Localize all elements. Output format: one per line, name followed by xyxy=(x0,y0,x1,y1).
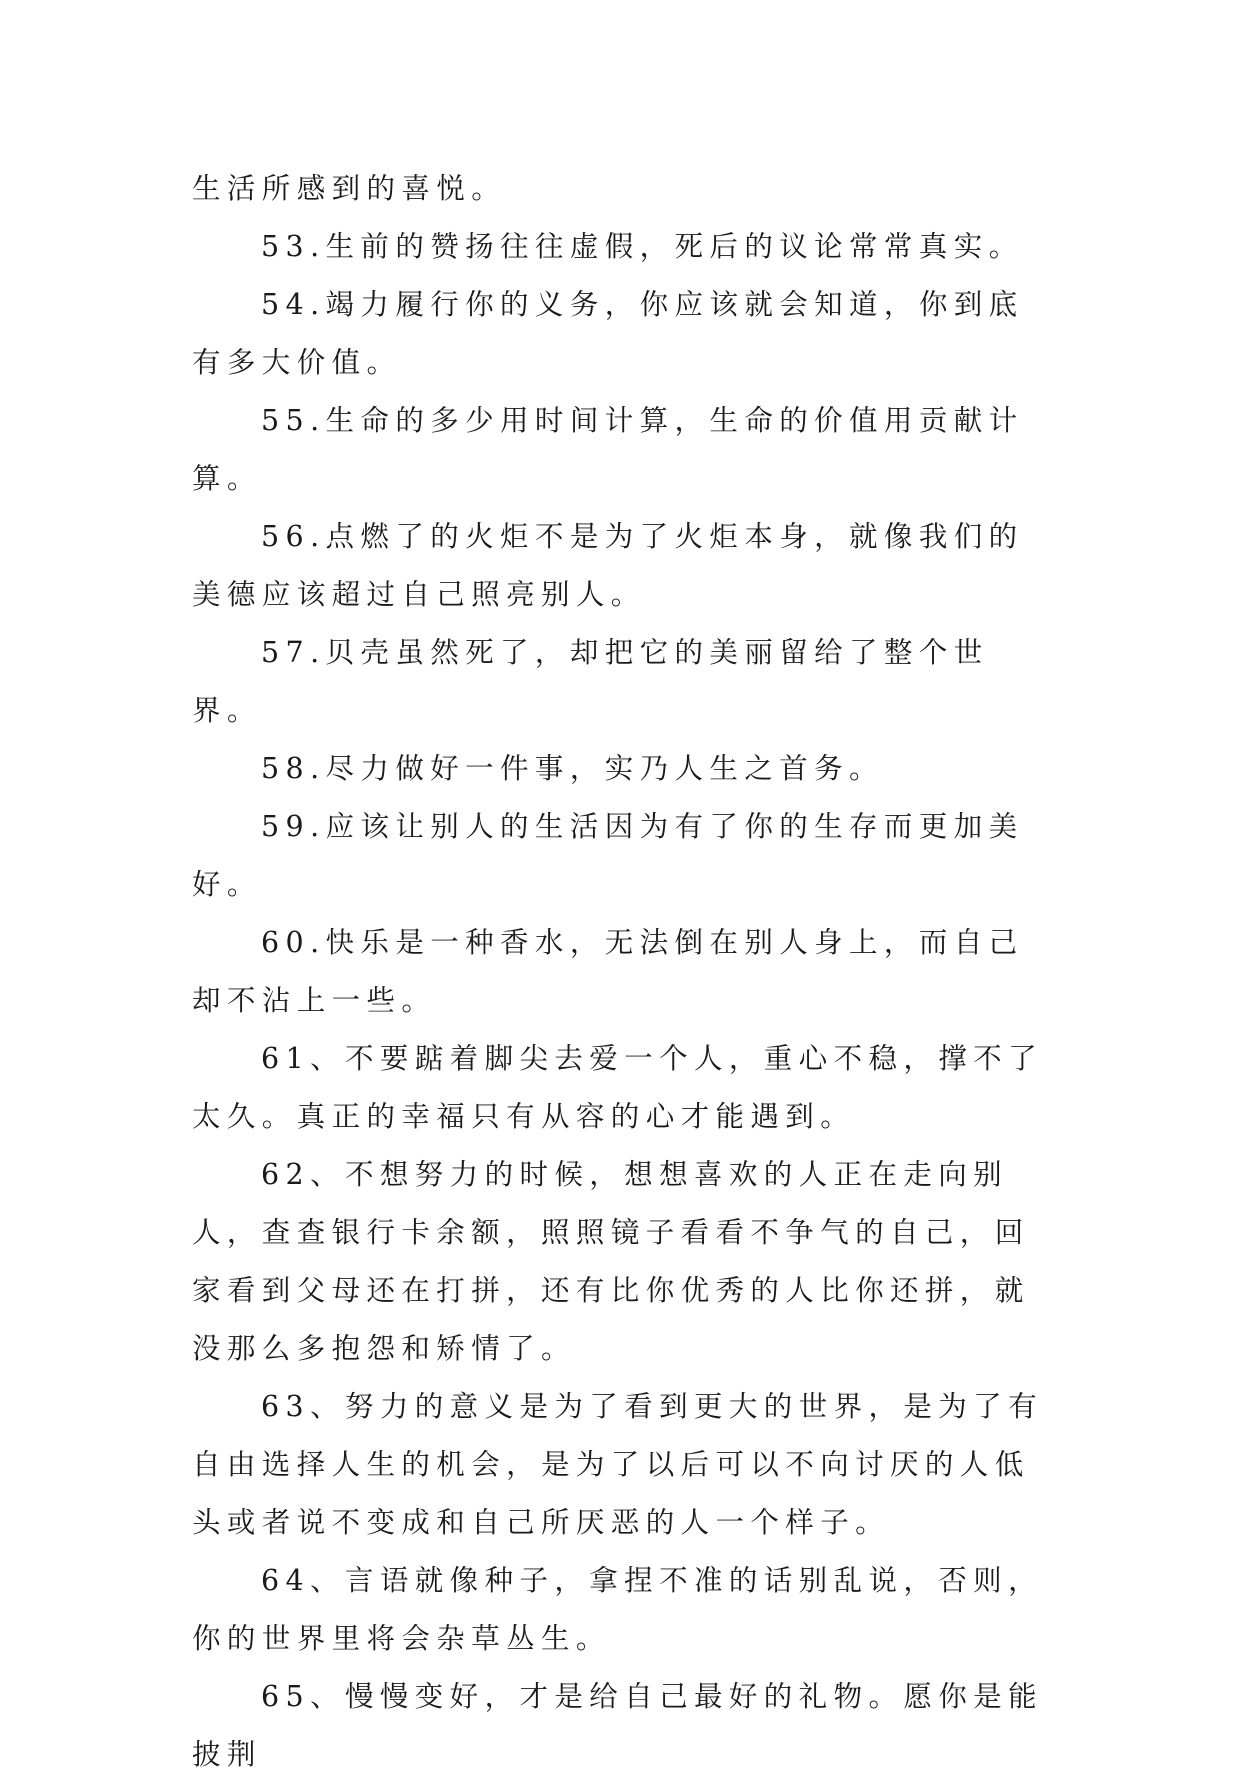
paragraph-55: 55.生命的多少用时间计算，生命的价值用贡献计算。 xyxy=(192,404,1024,495)
document-page xyxy=(192,160,1054,1784)
paragraph-continuation: 生活所感到的喜悦。 xyxy=(192,172,507,205)
paragraph-64: 64、言语就像种子，拿捏不准的话别乱说，否则，你的世界里将会杂草丛生。 xyxy=(192,1564,1043,1655)
paragraph-58: 58.尽力做好一件事，实乃人生之首务。 xyxy=(261,752,884,785)
paragraph-65: 65、慢慢变好，才是给自己最好的礼物。愿你是能披荆 xyxy=(192,1680,1043,1771)
paragraph-62: 62、不想努力的时候，想想喜欢的人正在走向别人，查查银行卡余额，照照镜子看看不争气的自己，回家看到父母还在打拼，还有比你优秀的人比你还拼，就没那么多抱怨和矫情了。 xyxy=(192,1158,1030,1365)
paragraph-61: 61、不要踮着脚尖去爱一个人，重心不稳，撑不了太久。真正的幸福只有从容的心才能遇到。 xyxy=(192,1042,1043,1133)
paragraph-53: 53.生前的赞扬往往虚假，死后的议论常常真实。 xyxy=(261,230,1024,263)
paragraph-54: 54.竭力履行你的义务，你应该就会知道，你到底有多大价值。 xyxy=(192,288,1024,379)
paragraph-56: 56.点燃了的火炬不是为了火炬本身，就像我们的美德应该超过自己照亮别人。 xyxy=(192,520,1024,611)
paragraph-63: 63、努力的意义是为了看到更大的世界，是为了有自由选择人生的机会，是为了以后可以不向讨厌的人低头或者说不变成和自己所厌恶的人一个样子。 xyxy=(192,1390,1043,1539)
paragraph-59: 59.应该让别人的生活因为有了你的生存而更加美好。 xyxy=(192,810,1024,901)
paragraph-60: 60.快乐是一种香水，无法倒在别人身上，而自己却不沾上一些。 xyxy=(192,926,1024,1017)
paragraph-57: 57.贝壳虽然死了，却把它的美丽留给了整个世界。 xyxy=(192,636,989,727)
